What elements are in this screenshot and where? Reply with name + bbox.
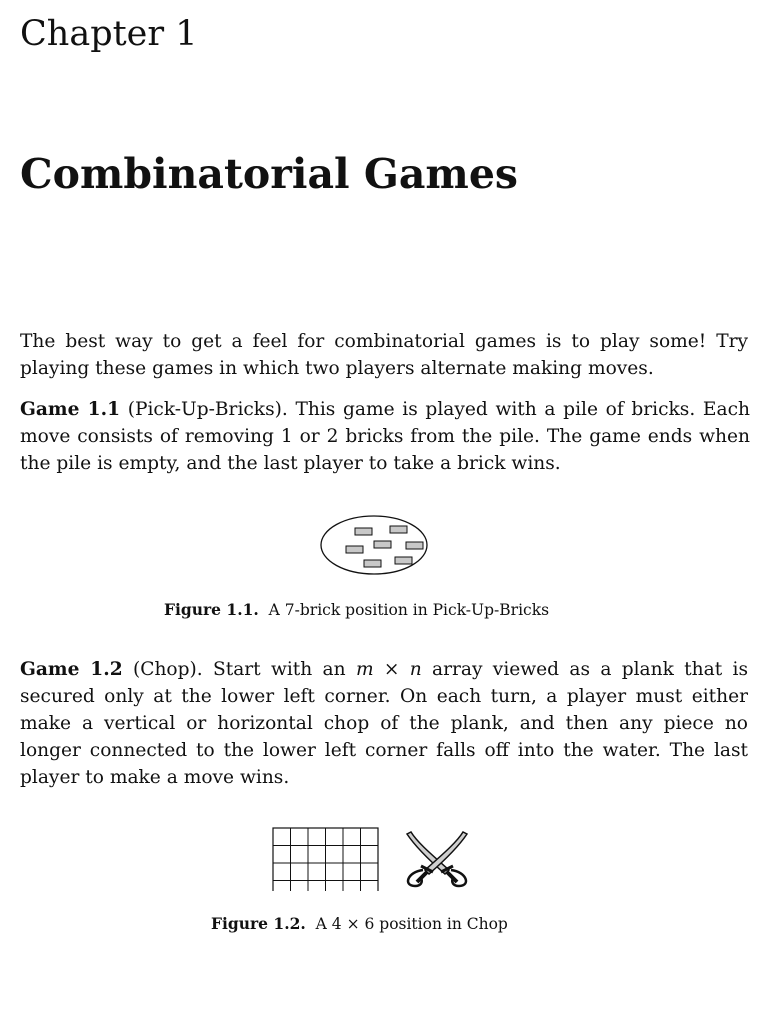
figure-1-label: Figure 1.1.	[164, 600, 259, 619]
game-1-name: (Pick-Up-Bricks).	[127, 399, 288, 420]
chapter-label: Chapter 1	[20, 14, 198, 54]
game-2-text-before: Start with an	[202, 659, 356, 680]
game-1-paragraph	[20, 396, 750, 477]
game-2-m: m	[355, 659, 374, 680]
figure-1-caption	[164, 600, 549, 619]
game-2-n: n	[409, 659, 422, 680]
brick	[355, 528, 372, 535]
game-1-text: This game is played with a pile of bricks. Each move consists of removing 1 or 2 bricks from the pile. The game ends when the pile is empty, and the last player to take a brick wins.	[20, 399, 750, 474]
brick-pile-figure	[310, 515, 440, 581]
crossed-swords-icon	[397, 828, 479, 890]
brick	[346, 546, 363, 553]
figure-1-text: A 7-brick position in Pick-Up-Bricks	[268, 601, 550, 619]
brick	[364, 560, 381, 567]
game-2-times: ×	[373, 659, 410, 680]
chop-grid-figure	[272, 827, 402, 891]
brick	[374, 541, 391, 548]
brick	[406, 542, 423, 549]
game-2-label: Game 1.2	[20, 659, 123, 680]
game-2-name: (Chop).	[132, 659, 203, 680]
figure-2-caption	[211, 914, 508, 933]
game-1-label: Game 1.1	[20, 399, 121, 420]
figure-2-text: A 4 × 6 position in Chop	[315, 915, 508, 933]
figure-2-label: Figure 1.2.	[211, 914, 306, 933]
brick	[395, 557, 412, 564]
chapter-title: Combinatorial Games	[20, 150, 518, 198]
brick	[390, 526, 407, 533]
game-2-paragraph	[20, 656, 748, 791]
game-2-text-after: array viewed as a plank that is secured only at the lower left corner. On each turn, a player must either make a vertical or horizontal chop of the plank, and then any piece no longer connected to the lower left corner falls off into the water. The last player to make a move wins.	[20, 659, 748, 788]
intro-paragraph: The best way to get a feel for combinatorial games is to play some! Try playing these games in which two players alternate making moves.	[20, 331, 748, 379]
